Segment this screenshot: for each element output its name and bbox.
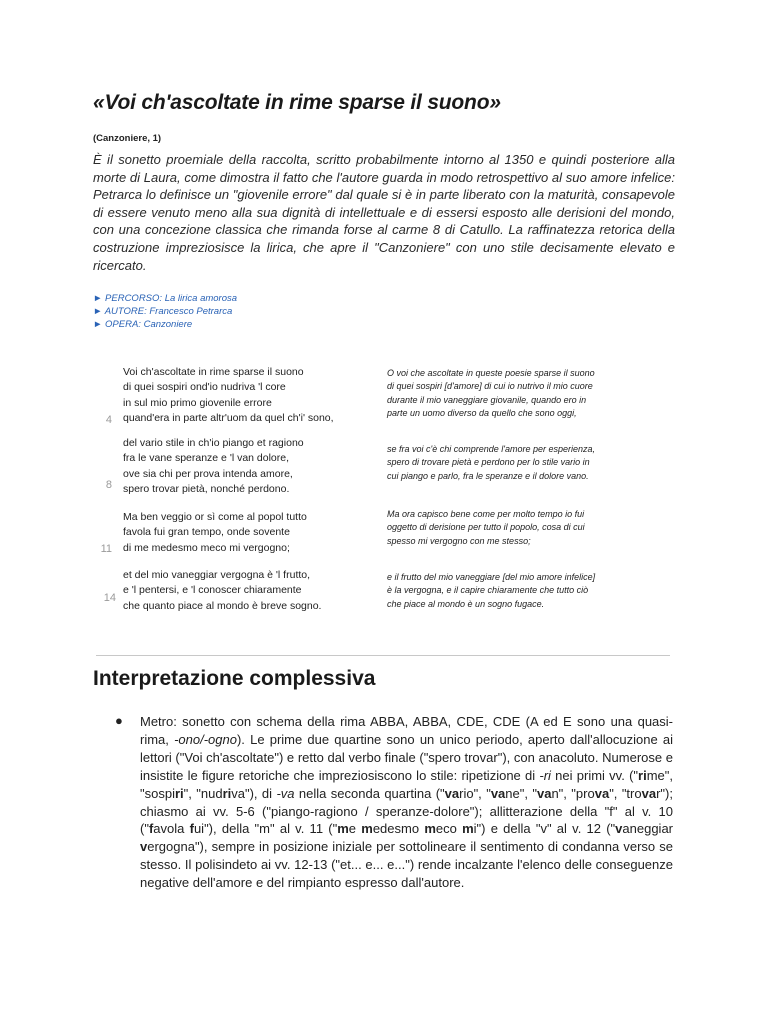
poem-title: «Voi ch'ascoltate in rime sparse il suono» — [93, 91, 501, 114]
verse-number: 11 — [100, 543, 112, 555]
verse-line: che quanto piace al mondo è breve sogno. — [123, 599, 322, 612]
paraphrase-line: se fra voi c'è chi comprende l'amore per esperienza, — [387, 444, 596, 454]
paraphrase-line: è la vergogna, e il capire chiaramente che tutto ciò — [387, 585, 589, 596]
stanza-2-text — [123, 436, 385, 498]
verse-line: ove sia chi per prova intenda amore, — [123, 467, 293, 480]
verse-number: 4 — [105, 414, 112, 426]
section-heading: Interpretazione complessiva — [93, 667, 376, 690]
paraphrase-line: spero di trovare pietà e perdono per lo stile vario in — [387, 457, 590, 468]
paraphrase-line: durante il mio vaneggiare giovanile, quando ero in — [387, 394, 587, 405]
stanza-4-text — [123, 568, 385, 614]
link-autore[interactable]: ► AUTORE: Francesco Petrarca — [93, 306, 233, 317]
paraphrase-line: che piace al mondo è un sogno fugace. — [387, 598, 545, 609]
verse-number: 14 — [103, 592, 116, 604]
paraphrase-line: Ma ora capisco bene come per molto tempo io fui — [387, 509, 585, 519]
verse-line: et del mio vaneggiar vergogna è 'l frutto, — [123, 569, 311, 581]
stanza-1-text — [123, 365, 385, 427]
verse-line: quand'era in parte altr'uom da quel ch'i' sono, — [123, 412, 334, 425]
verse-line: Voi ch'ascoltate in rime sparse il suono — [123, 366, 304, 378]
paraphrase-line: di quei sospiri [d'amore] di cui io nutrivo il mio cuore — [387, 381, 593, 392]
section-divider — [96, 655, 670, 656]
verse-number: 8 — [105, 479, 112, 491]
paraphrase-line: parte un uomo diverso da quello che sono oggi, — [387, 408, 577, 419]
paraphrase-line: e il frutto del mio vaneggiare [del mio amore infelice] — [387, 572, 596, 582]
verse-line: del vario stile in ch'io piango et ragiono — [123, 437, 304, 449]
link-percorso[interactable]: ► PERCORSO: La lirica amorosa — [93, 293, 238, 304]
paraphrase-line: spesso mi vergogno con me stesso; — [387, 535, 531, 546]
verse-line: fra le vane speranze e 'l van dolore, — [123, 452, 290, 465]
verse-line: e 'l pentersi, e 'l conoscer chiaramente — [123, 584, 302, 597]
verse-line: in sul mio primo giovenile errore — [123, 396, 272, 409]
verse-line: di quei sospiri ond'io nudriva 'l core — [123, 381, 286, 394]
paraphrase-line: O voi che ascoltate in queste poesie sparse il suono — [387, 368, 595, 378]
verse-line: favola fui gran tempo, onde sovente — [123, 526, 290, 539]
stanza-3-text — [123, 510, 385, 556]
paraphrase-line: oggetto di derisione per tutto il popolo, cosa di cui — [387, 522, 585, 533]
stanza-3-paraphrase — [387, 508, 647, 548]
related-links — [93, 292, 237, 331]
stanza-1-paraphrase — [387, 367, 647, 421]
source-reference: (Canzoniere, 1) — [93, 133, 162, 144]
verse-line: di me medesmo meco mi vergogno; — [123, 541, 290, 554]
paraphrase-line: cui piango e parlo, fra le speranze e il dolore vano. — [387, 470, 589, 481]
bullet-icon: ● — [115, 713, 123, 728]
link-opera[interactable]: ► OPERA: Canzoniere — [93, 319, 193, 330]
analysis-paragraph: Metro: sonetto con schema della rima ABBA, ABBA, CDE, CDE (A ed E sono una quasi-rima, -ono/-ogno). Le prime due quartine sono un unico periodo, aperto dall'allocuzione ai lettori ("Voi ch'ascoltate") e retto dal verbo finale ("spero trovar"), con anacoluto. Numerose e insistite le figure retoriche che impreziosiscono lo stile: ripetizione di -ri nei primi vv. ("rime", "sospiri", "nudriva"), di -va nella seconda quartina ("vario", "vane", "van", "prova", "trovar"); chiasmo ai vv. 5-6 ("piango-ragiono / speranze-dolore"); allitterazione della "f" al v. 10 ("favola fui"), della "m" al v. 11 ("me medesmo meco mi") e della "v" al v. 12 ("vaneggiar vergogna"), sempre in posizione iniziale per sottolineare il sentimento di condanna verso se stesso. Il polisindeto ai vv. 12-13 ("et... e... e...") rende incalzante l'elenco delle conseguenze negative dell'amore e del rimpianto espresso dall'autore. — [140, 714, 674, 891]
stanza-4-paraphrase — [387, 571, 647, 611]
verse-line: Ma ben veggio or sì come al popol tutto — [123, 511, 307, 523]
stanza-2-paraphrase — [387, 443, 647, 483]
verse-line: spero trovar pietà, nonché perdono. — [123, 483, 290, 496]
intro-paragraph: È il sonetto proemiale della raccolta, scritto probabilmente intorno al 1350 e quindi posteriore alla morte di Laura, come dimostra il fatto che l'autore guarda in modo retrospettivo al suo amore infelice: Petrarca lo definisce un "giovenile errore" dal quale si è in parte liberato con la maturità, consapevole di essere venuto meno alla sua dignità di intellettuale e di essersi esposto alle derisioni del mondo, con una concezione classica che rimanda forse al carme 8 di Catullo. La raffinatezza retorica della costruzione impreziosisce la lirica, che apre il "Canzoniere" con uno stile decisamente elevato e ricercato. — [93, 152, 675, 273]
